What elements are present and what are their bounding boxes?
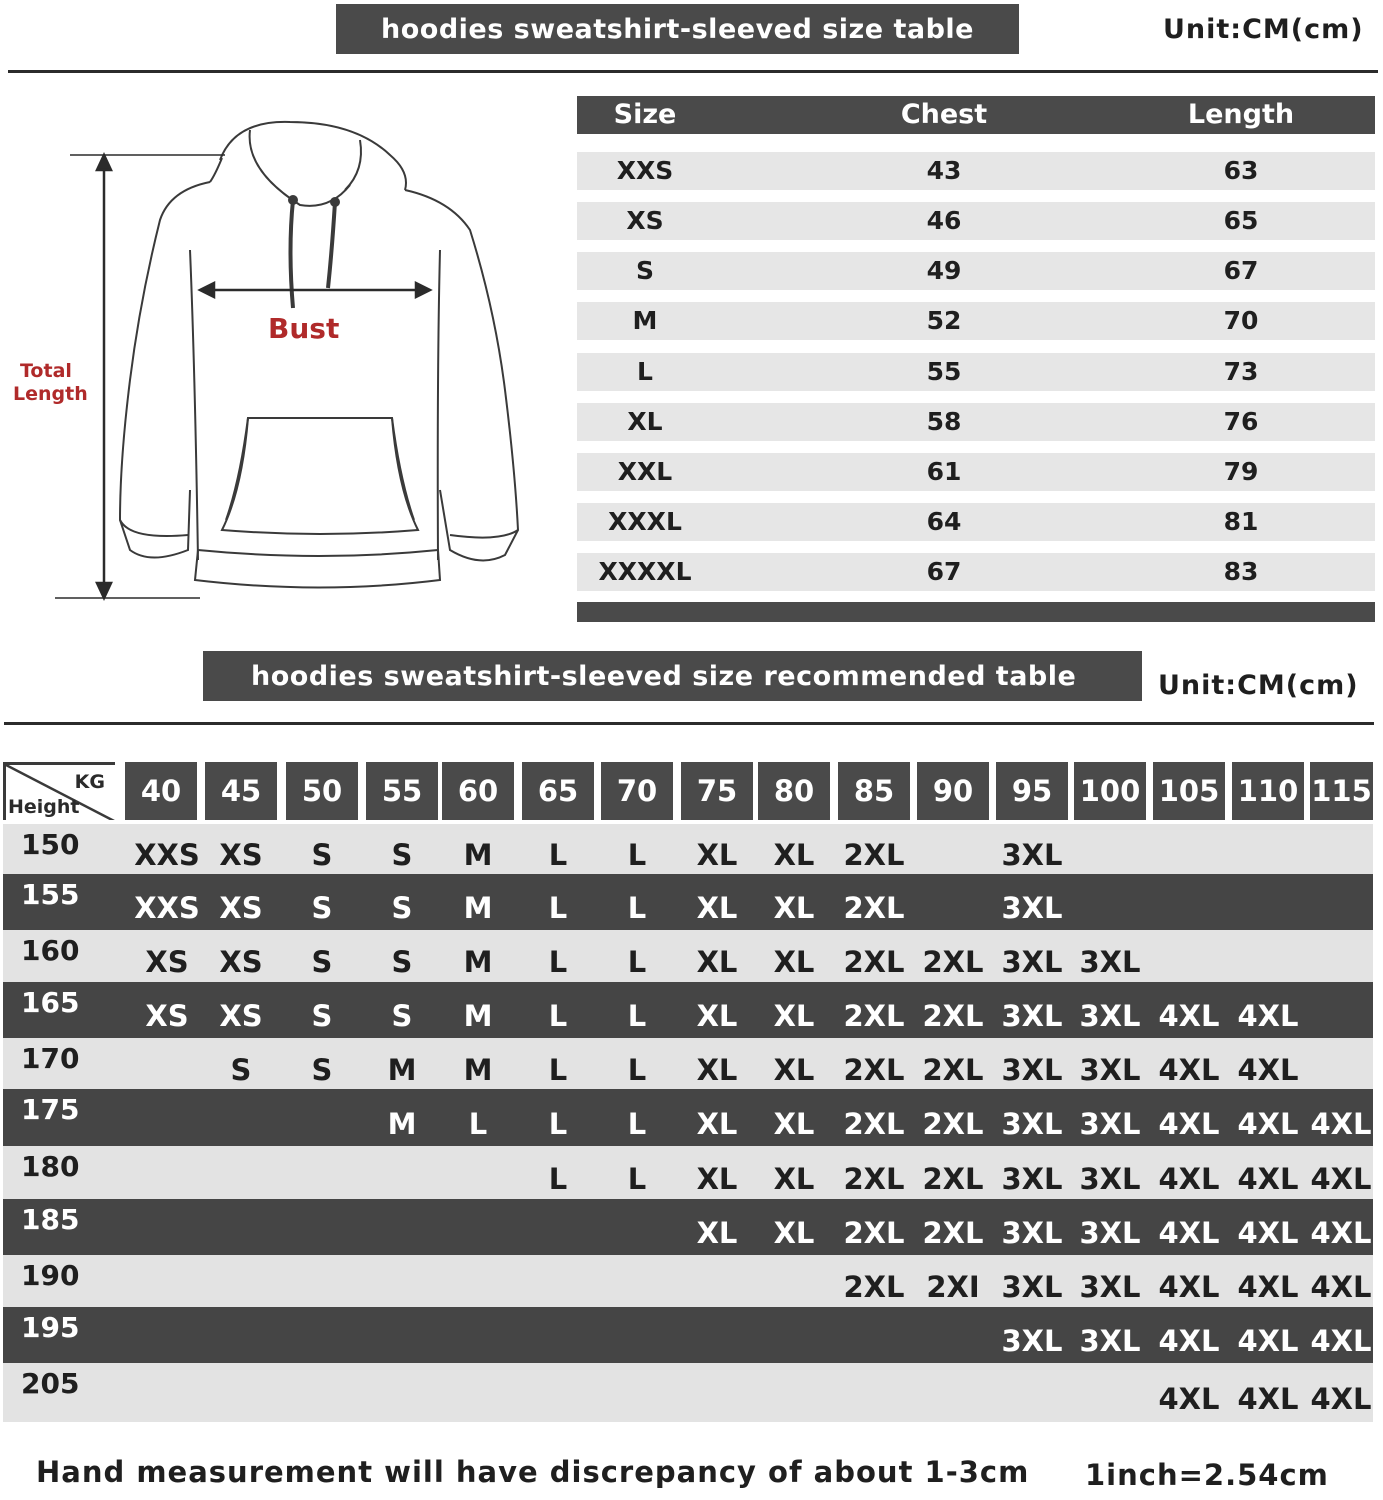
recommend-size-cell: 2XL: [922, 945, 984, 979]
top-divider: [8, 70, 1378, 73]
recommend-size-cell: M: [463, 838, 493, 872]
size-table-footer-bar: [577, 602, 1375, 622]
size-row: [577, 202, 1375, 240]
recommend-size-cell: 4XL: [1158, 1216, 1220, 1250]
recommend-size-cell: XS: [219, 999, 263, 1033]
recommend-size-cell: 4XL: [1310, 1107, 1372, 1141]
recommend-size-cell: 2XL: [843, 1053, 905, 1087]
recommend-size-cell: M: [463, 1053, 493, 1087]
bust-label: Bust: [268, 312, 340, 345]
recommend-size-cell: XL: [696, 1053, 738, 1087]
recommend-size-cell: 2XL: [922, 1107, 984, 1141]
recommend-row: [3, 1307, 1373, 1363]
size-row-size: XL: [627, 407, 663, 436]
size-row-size: S: [635, 256, 655, 285]
recommend-size-cell: S: [391, 891, 413, 925]
inch-conversion: 1inch=2.54cm: [1085, 1458, 1329, 1492]
size-row-chest: 49: [926, 256, 962, 285]
recommend-size-cell: 3XL: [1079, 1216, 1141, 1250]
kg-header-cell: 55: [366, 762, 438, 820]
recommend-size-cell: 2XL: [922, 1216, 984, 1250]
header-size: Size: [613, 99, 677, 130]
recommend-size-cell: 3XL: [1079, 1053, 1141, 1087]
size-row-size: XXL: [617, 457, 673, 486]
recommend-size-cell: S: [391, 945, 413, 979]
kg-header-cell: 90: [917, 762, 989, 820]
recommend-row: [3, 1038, 1373, 1089]
recommend-size-cell: S: [311, 999, 333, 1033]
recommend-size-cell: XS: [219, 891, 263, 925]
recommend-size-cell: 4XL: [1237, 1162, 1299, 1196]
middle-divider: [4, 722, 1374, 725]
recommend-size-cell: XXS: [134, 891, 200, 925]
recommend-row: [3, 874, 1373, 930]
size-row-size: M: [632, 306, 658, 335]
recommend-size-cell: 3XL: [1001, 1053, 1063, 1087]
hoodie-outline-icon: [0, 110, 560, 610]
recommend-size-cell: 4XL: [1237, 1216, 1299, 1250]
recommend-size-cell: M: [387, 1053, 417, 1087]
recommend-size-cell: M: [387, 1107, 417, 1141]
kg-header-cell: 75: [681, 762, 753, 820]
recommend-size-cell: L: [548, 999, 568, 1033]
recommend-size-cell: 3XL: [1001, 1270, 1063, 1304]
recommend-size-cell: 4XL: [1310, 1382, 1372, 1416]
size-row: [577, 252, 1375, 290]
recommend-size-cell: S: [230, 1053, 252, 1087]
recommend-size-cell: 2XL: [922, 999, 984, 1033]
recommend-size-cell: S: [311, 1053, 333, 1087]
kg-header-cell: 80: [758, 762, 830, 820]
kg-header-cell: 45: [205, 762, 277, 820]
recommend-row: [3, 982, 1373, 1038]
recommend-size-cell: XS: [219, 945, 263, 979]
recommend-size-cell: 3XL: [1079, 1162, 1141, 1196]
recommend-size-cell: XXS: [134, 838, 200, 872]
recommend-size-cell: L: [548, 1162, 568, 1196]
recommend-size-cell: 3XL: [1079, 999, 1141, 1033]
recommend-size-cell: L: [548, 1053, 568, 1087]
recommend-size-cell: 3XL: [1001, 891, 1063, 925]
recommend-size-cell: 4XL: [1158, 1053, 1220, 1087]
size-table-unit: Unit:CM(cm): [1163, 14, 1364, 45]
recommend-size-cell: 3XL: [1079, 945, 1141, 979]
recommend-size-cell: XL: [773, 999, 815, 1033]
recommend-size-cell: 2XL: [843, 891, 905, 925]
size-row-length: 67: [1223, 256, 1259, 285]
row-height-label: 155: [21, 878, 80, 911]
recommend-table-unit: Unit:CM(cm): [1158, 670, 1359, 701]
size-row-chest: 46: [926, 206, 962, 235]
recommend-size-cell: XL: [696, 891, 738, 925]
recommend-size-cell: S: [311, 838, 333, 872]
recommend-size-cell: L: [548, 838, 568, 872]
recommend-size-cell: 4XL: [1237, 1324, 1299, 1358]
row-height-label: 205: [21, 1367, 80, 1400]
header-length: Length: [1187, 99, 1295, 130]
recommend-size-cell: 3XL: [1001, 838, 1063, 872]
recommend-size-cell: XL: [696, 1216, 738, 1250]
row-height-label: 165: [21, 986, 80, 1019]
recommend-size-cell: XL: [696, 838, 738, 872]
size-row-chest: 52: [926, 306, 962, 335]
recommend-size-cell: XL: [773, 838, 815, 872]
recommend-size-cell: L: [627, 891, 647, 925]
total-label: Total: [20, 360, 72, 382]
recommend-size-cell: 4XL: [1310, 1162, 1372, 1196]
recommend-size-cell: 4XL: [1237, 999, 1299, 1033]
size-row-size: XXXL: [608, 507, 682, 536]
recommend-size-cell: 2XL: [843, 1162, 905, 1196]
recommend-size-cell: S: [311, 945, 333, 979]
recommend-size-cell: 4XL: [1237, 1107, 1299, 1141]
recommend-size-cell: L: [468, 1107, 488, 1141]
recommend-size-cell: XS: [145, 999, 189, 1033]
recommend-row: [3, 1089, 1373, 1146]
kg-header-cell: 100: [1074, 762, 1146, 820]
size-row-chest: 43: [926, 156, 962, 185]
kg-header-cell: 50: [286, 762, 358, 820]
size-row-size: XXXXL: [598, 557, 692, 586]
row-height-label: 185: [21, 1203, 80, 1236]
recommend-size-cell: XL: [773, 891, 815, 925]
kg-header-cell: 70: [601, 762, 673, 820]
recommend-size-cell: 2XL: [843, 999, 905, 1033]
recommend-size-cell: 4XL: [1237, 1053, 1299, 1087]
recommend-size-cell: XL: [773, 1107, 815, 1141]
recommend-size-cell: 3XL: [1001, 1324, 1063, 1358]
recommend-size-cell: XL: [696, 1162, 738, 1196]
recommend-row: [3, 930, 1373, 982]
recommend-size-cell: XL: [696, 999, 738, 1033]
recommend-size-cell: S: [311, 891, 333, 925]
hoodie-diagram: [0, 110, 560, 610]
kg-header-cell: 115: [1310, 762, 1373, 820]
size-table-title: hoodies sweatshirt-sleeved size table: [381, 13, 974, 45]
size-row-length: 76: [1223, 407, 1259, 436]
recommend-size-cell: XS: [145, 945, 189, 979]
size-row-length: 70: [1223, 306, 1259, 335]
recommend-size-cell: 4XL: [1237, 1270, 1299, 1304]
recommend-size-cell: 4XL: [1158, 999, 1220, 1033]
size-row-size: XS: [626, 206, 664, 235]
size-row-chest: 55: [926, 357, 962, 386]
recommend-size-cell: XL: [773, 1162, 815, 1196]
recommend-size-cell: M: [463, 999, 493, 1033]
size-row-length: 81: [1223, 507, 1259, 536]
row-height-label: 150: [21, 828, 80, 861]
kg-header-cell: 65: [522, 762, 594, 820]
recommend-size-cell: 3XL: [1079, 1324, 1141, 1358]
kg-header-cell: 60: [442, 762, 514, 820]
corner-kg-label: KG: [74, 771, 105, 793]
recommend-size-cell: 2XL: [843, 1107, 905, 1141]
size-row-chest: 67: [926, 557, 962, 586]
size-row: [577, 302, 1375, 340]
recommend-size-cell: 3XL: [1001, 1107, 1063, 1141]
kg-header-cell: 40: [125, 762, 197, 820]
kg-header-cell: 95: [996, 762, 1068, 820]
recommend-size-cell: 4XL: [1237, 1382, 1299, 1416]
size-row-chest: 61: [926, 457, 962, 486]
recommend-size-cell: 4XL: [1158, 1107, 1220, 1141]
recommend-row: [3, 824, 1373, 874]
measurement-note: Hand measurement will have discrepancy of about 1-3cm: [36, 1455, 1030, 1489]
kg-header-cell: 105: [1153, 762, 1225, 820]
recommend-size-cell: 3XL: [1001, 945, 1063, 979]
recommend-size-cell: 2XL: [843, 838, 905, 872]
size-row-size: L: [637, 357, 653, 386]
corner-height-label: Height: [8, 796, 80, 818]
recommend-table: [3, 762, 1373, 1422]
size-row: [577, 353, 1375, 391]
row-height-label: 160: [21, 934, 80, 967]
recommend-size-cell: 4XL: [1158, 1270, 1220, 1304]
row-height-label: 190: [21, 1259, 80, 1292]
recommend-size-cell: 4XL: [1158, 1162, 1220, 1196]
size-row-length: 63: [1223, 156, 1259, 185]
size-row: [577, 403, 1375, 441]
recommend-size-cell: 4XL: [1158, 1382, 1220, 1416]
size-row: [577, 503, 1375, 541]
recommend-size-cell: 2XL: [922, 1162, 984, 1196]
recommend-table-title-banner: [203, 651, 1142, 701]
size-table-title-banner: [336, 4, 1019, 54]
size-row-length: 83: [1223, 557, 1259, 586]
recommend-size-cell: L: [548, 945, 568, 979]
recommend-size-cell: L: [627, 945, 647, 979]
kg-header-cell: 110: [1232, 762, 1304, 820]
recommend-size-cell: S: [391, 838, 413, 872]
recommend-size-cell: 2XL: [843, 1270, 905, 1304]
recommend-size-cell: 4XL: [1158, 1324, 1220, 1358]
size-row-chest: 58: [926, 407, 962, 436]
recommend-row: [3, 1146, 1373, 1199]
recommend-row: [3, 1363, 1373, 1422]
row-height-label: 175: [21, 1093, 80, 1126]
recommend-table-title: hoodies sweatshirt-sleeved size recommended table: [251, 660, 1077, 692]
recommend-size-cell: 2XI: [926, 1270, 980, 1304]
recommend-size-cell: 3XL: [1001, 1162, 1063, 1196]
recommend-size-cell: XL: [773, 1053, 815, 1087]
recommend-row: [3, 1199, 1373, 1255]
size-row: [577, 553, 1375, 591]
size-row: [577, 152, 1375, 190]
recommend-size-cell: 4XL: [1310, 1216, 1372, 1250]
size-row-length: 65: [1223, 206, 1259, 235]
corner-cell: [3, 762, 115, 820]
recommend-size-cell: L: [627, 1053, 647, 1087]
recommend-size-cell: L: [548, 1107, 568, 1141]
row-height-label: 195: [21, 1311, 80, 1344]
size-row-length: 73: [1223, 357, 1259, 386]
recommend-size-cell: 3XL: [1001, 999, 1063, 1033]
recommend-size-cell: XL: [773, 945, 815, 979]
recommend-size-cell: XL: [696, 945, 738, 979]
recommend-size-cell: XS: [219, 838, 263, 872]
recommend-size-cell: 2XL: [922, 1053, 984, 1087]
recommend-size-cell: 2XL: [843, 1216, 905, 1250]
recommend-size-cell: L: [627, 1107, 647, 1141]
recommend-size-cell: 3XL: [1079, 1270, 1141, 1304]
recommend-size-cell: L: [627, 999, 647, 1033]
length-label: Length: [13, 383, 88, 405]
recommend-row: [3, 1255, 1373, 1307]
recommend-size-cell: L: [627, 1162, 647, 1196]
row-height-label: 170: [21, 1042, 80, 1075]
recommend-size-cell: 3XL: [1001, 1216, 1063, 1250]
size-row-size: XXS: [616, 156, 674, 185]
row-height-label: 180: [21, 1150, 80, 1183]
recommend-size-cell: 3XL: [1079, 1107, 1141, 1141]
recommend-size-cell: M: [463, 945, 493, 979]
size-row-chest: 64: [926, 507, 962, 536]
recommend-size-cell: 4XL: [1310, 1270, 1372, 1304]
recommend-size-cell: XL: [773, 1216, 815, 1250]
size-row: [577, 453, 1375, 491]
recommend-size-cell: M: [463, 891, 493, 925]
kg-header-cell: 85: [838, 762, 910, 820]
recommend-size-cell: L: [548, 891, 568, 925]
recommend-size-cell: S: [391, 999, 413, 1033]
recommend-size-cell: 2XL: [843, 945, 905, 979]
size-table-header: [577, 96, 1375, 134]
recommend-size-cell: L: [627, 838, 647, 872]
recommend-size-cell: XL: [696, 1107, 738, 1141]
recommend-size-cell: 4XL: [1310, 1324, 1372, 1358]
size-row-length: 79: [1223, 457, 1259, 486]
header-chest: Chest: [900, 99, 988, 130]
